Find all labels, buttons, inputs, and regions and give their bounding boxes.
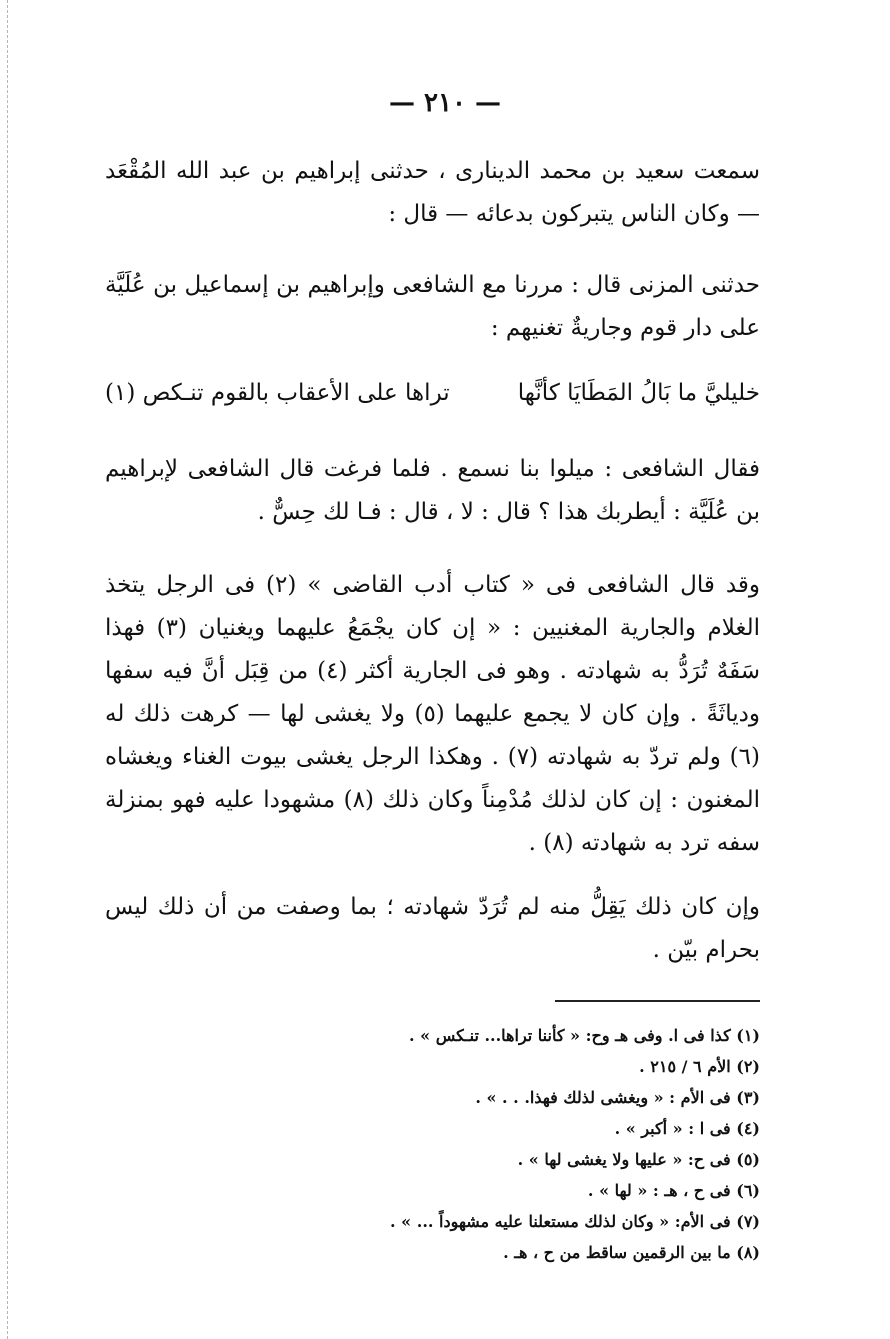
paragraph-text: فقال الشافعى : ميلوا بنا نسمع . فلما فرغت قال الشافعى لإبراهيم بن عُلَيَّة : أيطربك هذا ؟ قال : لا ، قال : فـا لك حِسٌّ .: [105, 456, 760, 525]
paragraph-narration: [105, 150, 760, 236]
footnote-5: (٥) فى ح: « عليها ولا يغشى لها » .: [517, 1150, 760, 1169]
footnote-3: (٣) فى الأم : « ويغشى لذلك فهذا. . . » .: [475, 1088, 760, 1107]
footnote-4: (٤) فى ا : « أكبر » .: [614, 1119, 760, 1138]
paragraph-muzani: [105, 264, 760, 350]
footnote-1: (١) كذا فى ا. وفى هـ وح: « كأننا تراها... تنـكس » .: [408, 1026, 760, 1045]
paragraph-shafii-remark: [105, 448, 760, 534]
footnote-6: (٦) فى ح ، هـ : « لها » .: [587, 1181, 760, 1200]
footnote-7: (٧) فى الأم: « وكان لذلك مستعلنا عليه مشهوداً ... » .: [390, 1212, 760, 1231]
footnote-8: (٨) ما بين الرقمين ساقط من ح ، هـ .: [503, 1243, 760, 1262]
verse-second-hemistich: تراها على الأعقاب بالقوم تنـكص (١): [105, 380, 450, 406]
paragraph-text: سمعت سعيد بن محمد الدينارى ، حدثنى إبراهيم بن عبد الله المُقْعَد — وكان الناس يتبركون بدعائه — قال :: [105, 158, 760, 227]
verse-first-hemistich: خليليَّ ما بَالُ المَطَايَا كأنَّها: [517, 380, 760, 406]
footnotes: [300, 1020, 760, 1268]
paragraph-text: وقد قال الشافعى فى « كتاب أدب القاضى » (٢) فى الرجل يتخذ الغلام والجارية المغنيين : « إن كان يجْمَعُ عليهما ويغنيان (٣) فهذا سَفَهٌ تُرَدُّ به شهادته . وهو فى الجارية أكثر (٤) من قِبَل أنَّ فيه سفها ودياثَةً . وإن كان لا يجمع عليهما (٥) ولا يغشى لها — كرهت ذلك له (٦) ولم تردّ به شهادته (٧) . وهكذا الرجل يغشى بيوت الغناء ويغشاه المغنون : إن كان لذلك مُدْمِناً وكان ذلك (٨) مشهودا عليه فهو بمنزلة سفه ترد به شهادته (٨) .: [105, 572, 761, 856]
paragraph-conclusion: [105, 886, 760, 972]
page-number: — ٢١٠ —: [388, 88, 502, 118]
poem-verse: [105, 372, 760, 415]
footnote-2: (٢) الأم ٦ / ٢١٥ .: [639, 1057, 760, 1076]
paragraph-text: حدثنى المزنى قال : مررنا مع الشافعى وإبراهيم بن إسماعيل بن عُلَيَّة على دار قوم وجاريةٌ تغنيهم :: [105, 272, 760, 341]
paragraph-text: وإن كان ذلك يَقِلُّ منه لم تُرَدّ شهادته ؛ بما وصفت من أن ذلك ليس بحرام بيّن .: [105, 894, 760, 963]
footnote-separator: [555, 1000, 760, 1002]
paragraph-adab-alqadi: [105, 564, 760, 865]
